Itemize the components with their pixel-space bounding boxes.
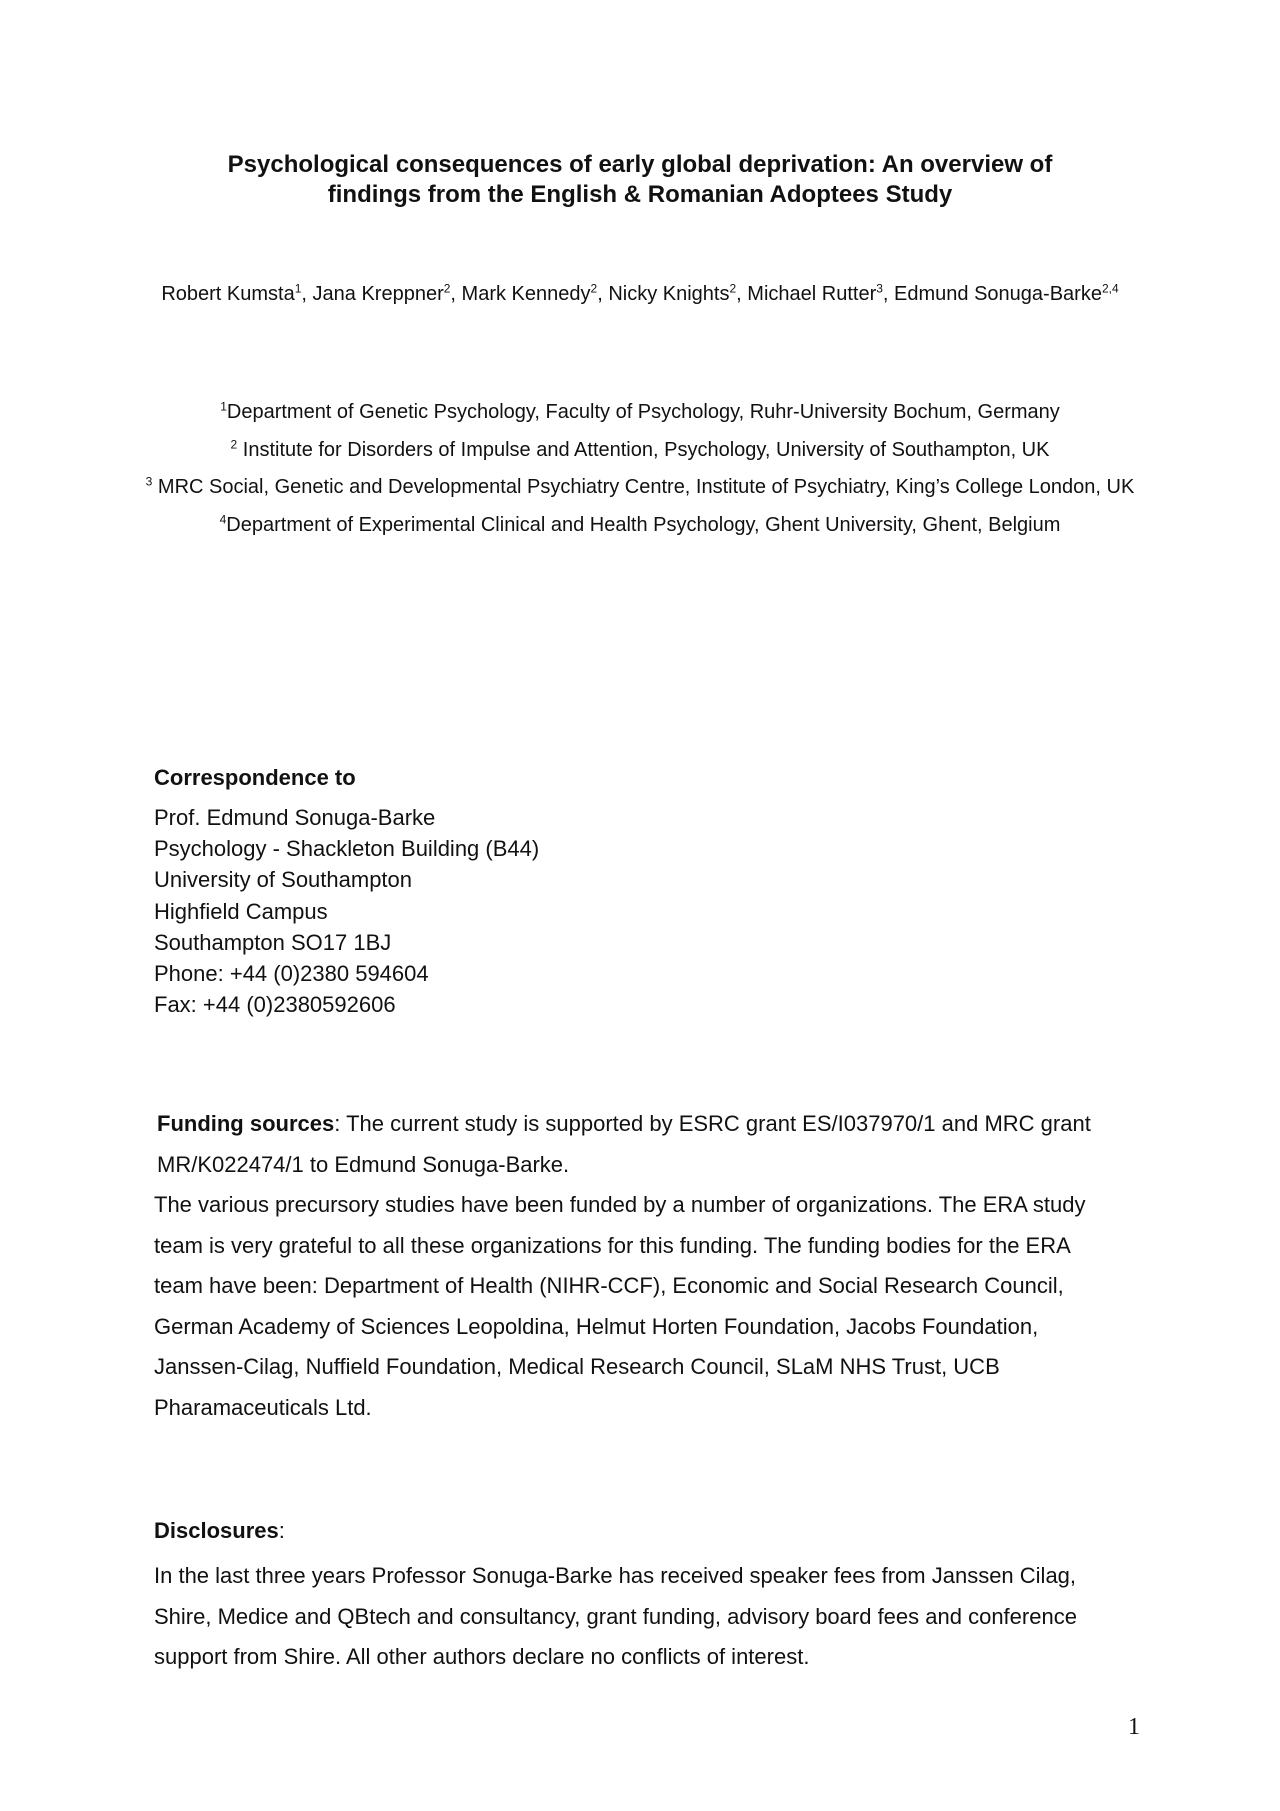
author-name: Nicky Knights <box>608 283 730 305</box>
affiliation-list <box>140 394 1140 544</box>
author-affiliation-mark: 3 <box>876 281 883 296</box>
author-name: Edmund Sonuga-Barke <box>894 283 1102 305</box>
author <box>462 283 609 305</box>
disclosures-text: In the last three years Professor Sonuga-Barke has received speaker fees from Janssen Cilag, Shire, Medice and QBtech and consultancy, grant funding, advisory board fees and conference support from Shire. All other authors declare no conflicts of interest. <box>154 1563 1077 1669</box>
author-separator: , <box>301 283 313 305</box>
affiliation <box>140 394 1140 432</box>
author-separator: , <box>882 283 895 305</box>
author-name: Jana Kreppner <box>312 283 444 305</box>
correspondence-address <box>154 802 854 1020</box>
address-line: University of Southampton <box>154 867 413 893</box>
paper-title <box>140 150 1140 210</box>
correspondence-heading: Correspondence to <box>154 765 356 790</box>
author-affiliation-mark: 1 <box>294 281 302 296</box>
author <box>608 283 747 305</box>
affiliation-mark: 4 <box>219 511 227 526</box>
funding-section <box>154 1104 1114 1428</box>
author-affiliation-mark: 2 <box>590 281 598 296</box>
author-name: Mark Kennedy <box>461 283 591 305</box>
disclosures-colon: : <box>278 1518 285 1543</box>
author-affiliation-mark: 2 <box>443 281 451 296</box>
affiliation <box>140 432 1140 470</box>
affiliation <box>140 507 1140 545</box>
affiliation <box>140 469 1140 507</box>
author-name: Michael Rutter <box>747 283 877 305</box>
affiliation-mark: 2 <box>230 436 238 451</box>
page-number: 1 <box>1128 1714 1140 1740</box>
funding-label: Funding sources <box>157 1111 335 1136</box>
funding-paragraph-1 <box>154 1104 1114 1185</box>
funding-text: : The current study is supported by ESRC grant ES/I037970/1 and MRC grant MR/K022474/1 to Edmund Sonuga-Barke. <box>157 1111 1091 1177</box>
affiliation-mark: 1 <box>220 399 227 414</box>
author-list <box>140 276 1140 313</box>
author <box>747 283 894 305</box>
author-affiliation-mark: 2,4 <box>1101 281 1119 296</box>
affiliation-text: MRC Social, Genetic and Developmental Psychiatry Centre, Institute of Psychiatry, King’s College London, UK <box>152 476 1135 498</box>
affiliation-text: Department of Experimental Clinical and Health Psychology, Ghent University, Ghent, Belgium <box>226 513 1061 536</box>
address-line: Highfield Campus <box>154 898 328 924</box>
affiliation-mark: 3 <box>145 474 153 489</box>
title-line-1: Psychological consequences of early global deprivation: An overview of <box>227 151 1053 178</box>
address-line: Psychology - Shackleton Building (B44) <box>154 836 540 862</box>
affiliation-text: Department of Genetic Psychology, Faculty of Psychology, Ruhr-University Bochum, Germany <box>226 401 1060 423</box>
author-separator: , <box>597 283 609 305</box>
author-affiliation-mark: 2 <box>729 281 737 296</box>
address-line: Phone: +44 (0)2380 594604 <box>154 961 429 987</box>
author-separator: , <box>736 283 748 305</box>
address-line: Fax: +44 (0)2380592606 <box>154 992 396 1018</box>
funding-paragraph-2: The various precursory studies have been funded by a number of organizations. The ERA study team is very grateful to all these organizations for this funding. The funding bodies for the ERA team have been: Department of Health (NIHR-CCF), Economic and Social Research Council, German Academy of Sciences Leopoldina, Helmut Horten Foundation, Jacobs Foundation, Janssen-Cilag, Nuffield Foundation, Medical Research Council, SLaM NHS Trust, UCB Pharamaceuticals Ltd. <box>154 1192 1086 1420</box>
author <box>161 283 312 305</box>
author <box>894 283 1119 305</box>
disclosures-label: Disclosures <box>154 1518 279 1543</box>
affiliation-text: Institute for Disorders of Impulse and Attention, Psychology, University of Southampton, UK <box>237 438 1050 461</box>
author <box>313 283 462 305</box>
title-line-2: findings from the English & Romanian Adoptees Study <box>327 181 953 208</box>
author-separator: , <box>450 283 462 305</box>
address-line: Southampton SO17 1BJ <box>154 929 392 955</box>
author-name: Robert Kumsta <box>161 283 295 305</box>
address-line: Prof. Edmund Sonuga-Barke <box>154 805 436 830</box>
disclosures-heading <box>154 1516 285 1546</box>
